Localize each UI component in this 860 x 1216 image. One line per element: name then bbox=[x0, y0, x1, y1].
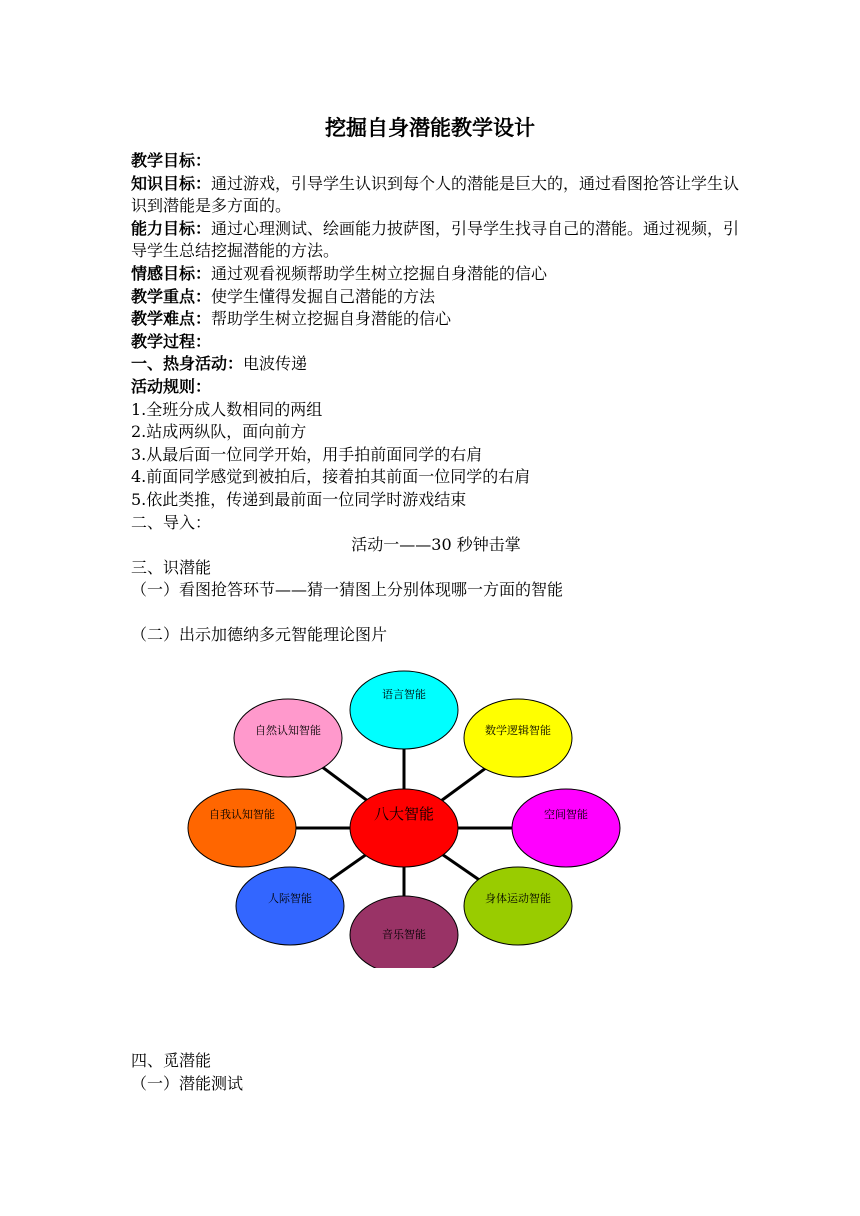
sub-section-2: （二）出示加德纳多元智能理论图片 bbox=[131, 625, 388, 645]
difficulty-point: 教学难点：帮助学生树立挖掘自身潜能的信心 bbox=[131, 309, 452, 329]
node-ellipse bbox=[236, 867, 344, 945]
key-point: 教学重点：使学生懂得发掘自己潜能的方法 bbox=[131, 286, 436, 306]
sub-section-1: （一）看图抢答环节——猜一猜图上分别体现哪一方面的智能 bbox=[131, 580, 564, 600]
rule-item: 1.全班分成人数相同的两组 bbox=[131, 399, 323, 419]
node-label: 人际智能 bbox=[268, 892, 312, 905]
node-ellipse bbox=[512, 789, 620, 867]
node-label: 空间智能 bbox=[544, 808, 588, 821]
node-label: 自然认知智能 bbox=[255, 724, 321, 737]
objectives-heading: 教学目标： bbox=[131, 151, 212, 170]
warmup-activity: 一、热身活动：电波传递 bbox=[131, 354, 308, 374]
rule-item: 2.站成两纵队，面向前方 bbox=[131, 422, 307, 442]
find-heading: 四、觅潜能 bbox=[131, 1051, 212, 1070]
center-label: 八大智能 bbox=[373, 805, 435, 823]
node-label: 自我认知智能 bbox=[209, 808, 275, 821]
knowledge-objective: 知识目标：通过游戏，引导学生认识到每个人的潜能是巨大的，通过看图抢答让学生认识到潜能是多方面的。 bbox=[131, 173, 740, 216]
node-label: 数学逻辑智能 bbox=[485, 724, 551, 737]
node-ellipse bbox=[464, 699, 572, 777]
node-ellipse bbox=[464, 867, 572, 945]
ability-objective: 能力目标：通过心理测试、绘画能力披萨图，引导学生找寻自己的潜能。通过视频，引导学生总结挖掘潜能的方法。 bbox=[131, 218, 740, 261]
emotion-objective: 情感目标：通过观看视频帮助学生树立挖掘自身潜能的信心 bbox=[131, 263, 548, 283]
rule-item: 5.依此类推，传递到最前面一位同学时游戏结束 bbox=[131, 489, 467, 509]
diagram-node-interpersonal bbox=[236, 867, 344, 945]
diagram-node-intrapersonal bbox=[188, 789, 296, 867]
node-label: 音乐智能 bbox=[382, 928, 426, 941]
node-ellipse bbox=[188, 789, 296, 867]
diagram-node-math-logic bbox=[464, 699, 572, 777]
diagram-node-body-kinesthetic bbox=[464, 867, 572, 945]
activity-one: 活动一——30 秒钟击掌 bbox=[351, 535, 521, 555]
recognize-heading: 三、识潜能 bbox=[131, 557, 212, 577]
sub-section-test: （一）潜能测试 bbox=[131, 1073, 244, 1093]
intro-heading: 二、导入： bbox=[131, 512, 212, 532]
diagram-node-music bbox=[350, 896, 458, 968]
document-title: 挖掘自身潜能教学设计 bbox=[325, 115, 535, 140]
process-heading: 教学过程： bbox=[131, 331, 212, 351]
rules-heading: 活动规则： bbox=[131, 376, 212, 396]
node-label: 语言智能 bbox=[382, 688, 426, 701]
center-ellipse bbox=[350, 789, 458, 867]
diagram-node-naturalist bbox=[234, 699, 342, 777]
rule-item: 4.前面同学感觉到被拍后，接着拍其前面一位同学的右肩 bbox=[131, 467, 531, 487]
rule-item: 3.从最后面一位同学开始，用手拍前面同学的右肩 bbox=[131, 444, 483, 464]
node-label: 身体运动智能 bbox=[485, 892, 551, 905]
diagram-center-node bbox=[350, 789, 458, 867]
intelligence-diagram bbox=[180, 668, 630, 968]
diagram-node-spatial bbox=[512, 789, 620, 867]
node-ellipse bbox=[234, 699, 342, 777]
document-body bbox=[131, 150, 741, 647]
blank-line bbox=[131, 602, 741, 625]
node-ellipse bbox=[350, 671, 458, 749]
diagram-node-language bbox=[350, 671, 458, 749]
document-body-lower bbox=[131, 1050, 741, 1095]
